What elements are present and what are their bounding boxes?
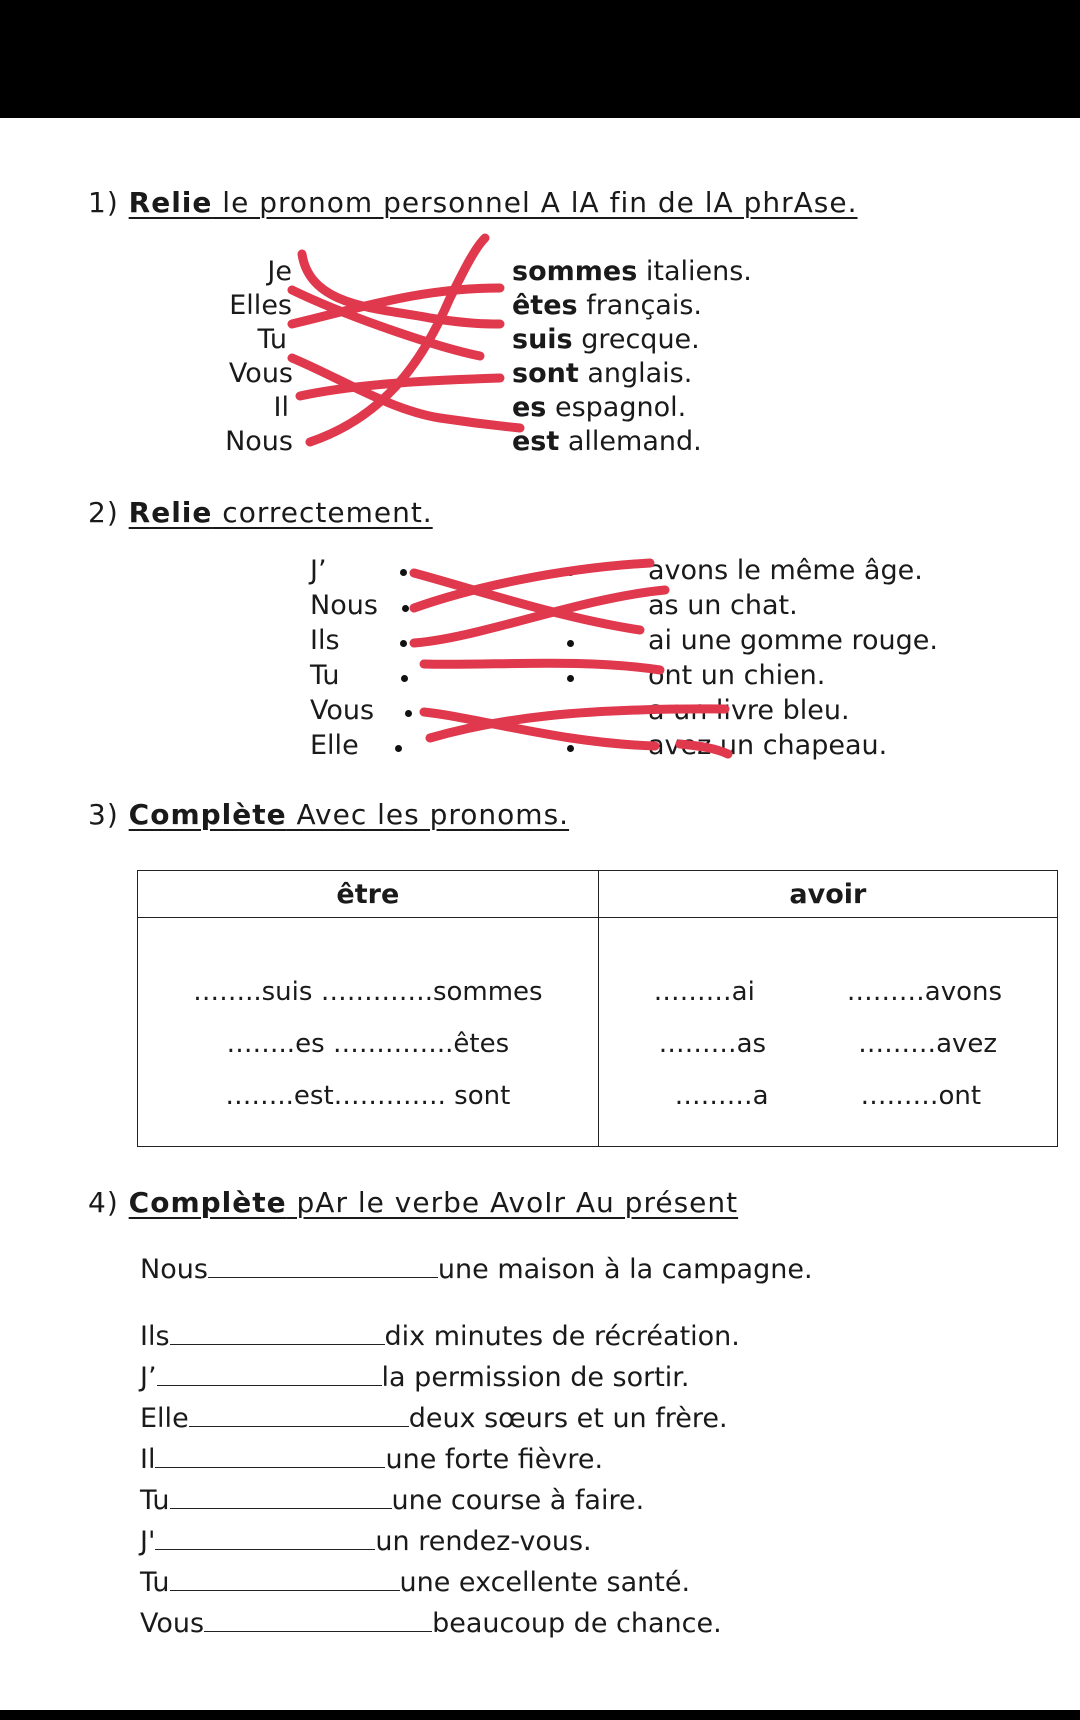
marker-stroke	[424, 712, 655, 746]
s1-ending: es espagnol.	[512, 392, 687, 423]
right-dot	[567, 569, 574, 576]
marker-stroke	[292, 290, 480, 356]
answer-blank[interactable]	[170, 1320, 385, 1345]
s2-ending: ont un chien.	[648, 660, 826, 691]
s2-ending: avons le même âge.	[648, 555, 923, 586]
s2-pronoun: J’	[310, 555, 327, 586]
answer-blank[interactable]	[170, 1566, 400, 1591]
s1-pronoun: Nous	[225, 426, 293, 457]
s1-ending: êtes français.	[512, 290, 702, 321]
marker-stroke	[310, 238, 485, 442]
exercise-sentence: Tu une excellente santé.	[140, 1567, 691, 1598]
answer-blank[interactable]	[208, 1253, 438, 1278]
s1-pronoun: Vous	[228, 358, 293, 389]
right-dot	[567, 640, 574, 647]
section4-title-rest: pAr le verbe AvoIr Au présent	[286, 1186, 739, 1219]
section4-title-bold: Complète	[128, 1186, 287, 1219]
s1-pronoun: Elles	[229, 290, 292, 321]
answer-blank[interactable]	[155, 1443, 385, 1468]
exercise-sentence: Tu une course à faire.	[140, 1485, 645, 1516]
right-dot	[567, 605, 574, 612]
marker-stroke	[424, 663, 660, 670]
section1-title-bold: Relie	[128, 186, 213, 219]
answer-blank[interactable]	[155, 1525, 375, 1550]
section3-heading	[88, 798, 569, 831]
exercise-sentence: Ils dix minutes de récréation.	[140, 1321, 740, 1352]
answer-blank[interactable]	[157, 1361, 382, 1386]
marker-stroke	[414, 563, 650, 608]
right-dot	[567, 675, 574, 682]
exercise-sentence: J' un rendez-vous.	[140, 1526, 592, 1557]
col-header-avoir: avoir	[598, 871, 1057, 918]
avoir-line: ………as ………avez	[658, 1029, 998, 1059]
s2-ending: avez un chapeau.	[648, 730, 888, 761]
s2-pronoun: Tu	[310, 660, 340, 691]
marker-stroke	[302, 254, 500, 324]
s1-ending: suis grecque.	[512, 324, 700, 355]
section4-number: 4)	[88, 1186, 119, 1219]
s1-ending: sommes italiens.	[512, 256, 752, 287]
etre-line: ……..es …………..êtes	[226, 1029, 510, 1059]
exercise-sentence: Elle deux sœurs et un frère.	[140, 1403, 728, 1434]
exercise-sentence: Nous une maison à la campagne.	[140, 1254, 813, 1285]
s2-ending: ai une gomme rouge.	[648, 625, 938, 656]
exercise-sentence: J’ la permission de sortir.	[140, 1362, 690, 1393]
conjugation-table	[137, 870, 1058, 1147]
s1-pronoun: Il	[273, 392, 289, 423]
s2-ending: a un livre bleu.	[648, 695, 850, 726]
answer-blank[interactable]	[189, 1402, 409, 1427]
left-dot	[401, 675, 408, 682]
left-dot	[400, 569, 407, 576]
left-dot	[395, 745, 402, 752]
left-dot	[402, 605, 409, 612]
section2-title-rest: correctement.	[212, 496, 433, 529]
worksheet-page	[0, 118, 1080, 1710]
marker-stroke	[414, 573, 640, 630]
section2-heading	[88, 496, 433, 529]
s2-pronoun: Elle	[310, 730, 359, 761]
s1-ending: est allemand.	[512, 426, 702, 457]
avoir-cell	[598, 918, 1057, 1147]
etre-line: ……..est…………. sont	[225, 1081, 511, 1111]
exercise-sentence: Il une forte fièvre.	[140, 1444, 604, 1475]
s1-ending: sont anglais.	[512, 358, 693, 389]
s2-pronoun: Nous	[310, 590, 378, 621]
section1-title-rest: le pronom personnel A lA fin de lA phrAse.	[212, 186, 858, 219]
col-header-etre: être	[138, 871, 599, 918]
section2-number: 2)	[88, 496, 119, 529]
s2-pronoun: Vous	[310, 695, 375, 726]
avoir-line: ………ai ………avons	[653, 977, 1003, 1007]
marker-stroke	[292, 288, 500, 324]
left-dot	[405, 710, 412, 717]
s2-pronoun: Ils	[310, 625, 340, 656]
marker-stroke	[300, 378, 500, 396]
s1-pronoun: Tu	[257, 324, 287, 355]
left-dot	[400, 640, 407, 647]
section3-title-bold: Complète	[128, 798, 287, 831]
right-dot	[567, 710, 574, 717]
section1-number: 1)	[88, 186, 119, 219]
s1-pronoun: Je	[267, 256, 292, 287]
section3-title-rest: Avec les pronoms.	[286, 798, 570, 831]
answer-blank[interactable]	[204, 1607, 432, 1632]
etre-line: ……..suis ………….sommes	[193, 977, 543, 1007]
section1-heading	[88, 186, 858, 219]
answer-blank[interactable]	[170, 1484, 392, 1509]
section2-title-bold: Relie	[128, 496, 213, 529]
marker-stroke	[414, 590, 665, 643]
section3-number: 3)	[88, 798, 119, 831]
exercise-sentence: Vous beaucoup de chance.	[140, 1608, 722, 1639]
etre-cell	[138, 918, 599, 1147]
right-dot	[567, 745, 574, 752]
s2-ending: as un chat.	[648, 590, 798, 621]
section4-heading	[88, 1186, 738, 1219]
marker-stroke	[292, 358, 520, 428]
avoir-line: ………a ………ont	[674, 1081, 982, 1111]
